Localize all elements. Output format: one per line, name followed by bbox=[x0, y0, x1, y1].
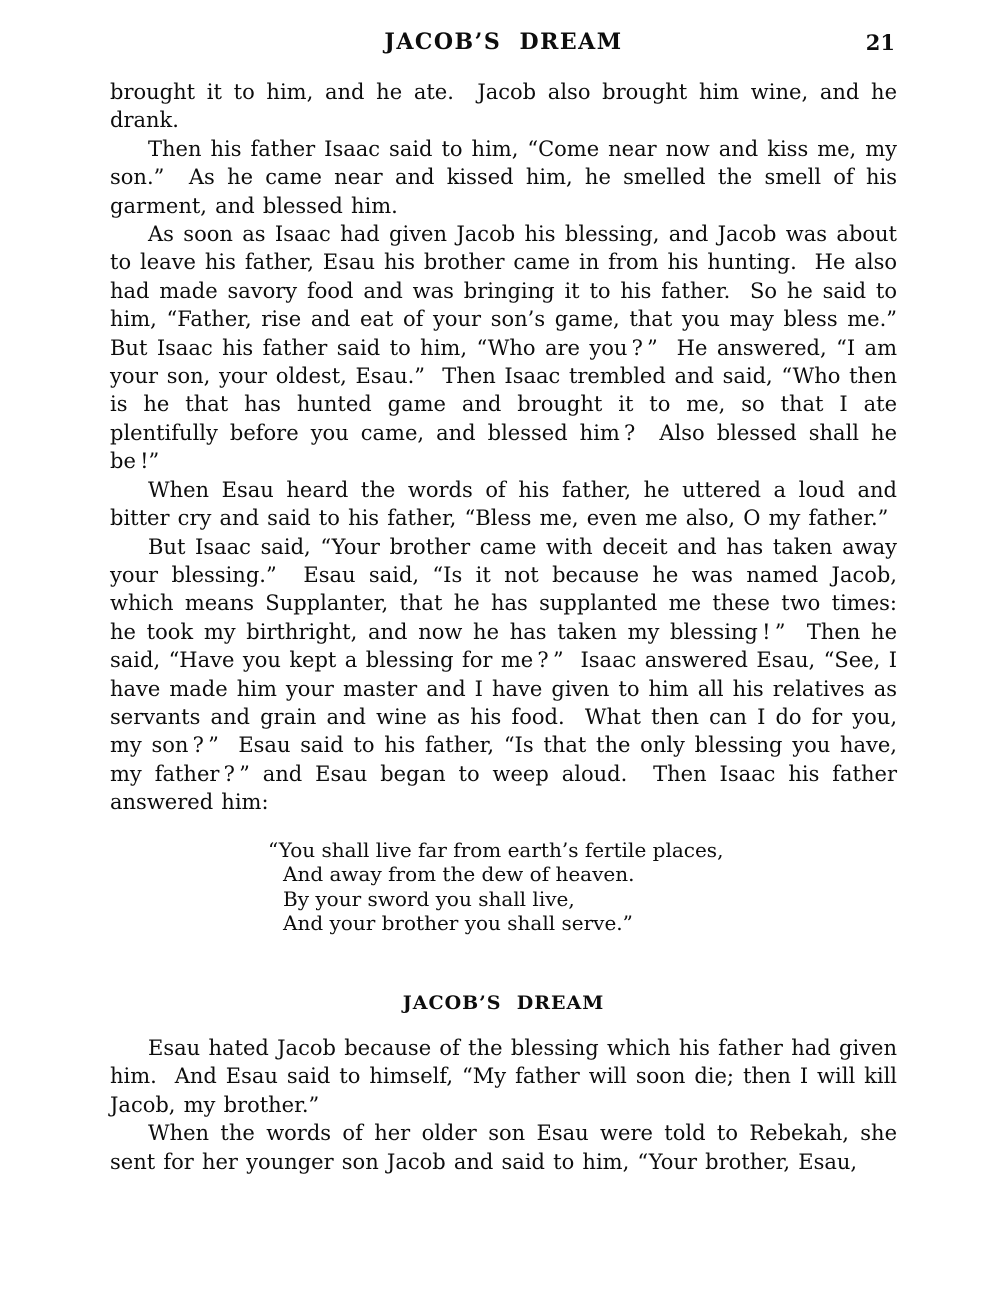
paragraph: Then his father Isaac said to him, “Come near now and kiss me, my son.” As he came near and kissed him, he smelled the smell of his garment, and blessed him. bbox=[110, 136, 906, 218]
paragraph-continuation: brought it to him, and he ate. Jacob also brought him wine, and he drank. bbox=[110, 80, 906, 133]
page-body bbox=[110, 78, 914, 1176]
poem-line: By your sword you shall live, bbox=[283, 886, 575, 911]
page-number: 21 bbox=[865, 30, 895, 55]
poem-block bbox=[268, 838, 897, 936]
paragraph: Esau hated Jacob because of the blessing which his father had given him. And Esau said to himself, “My father will soon die; then I will kill Jacob, my brother.” bbox=[110, 1035, 906, 1117]
page-header bbox=[110, 29, 897, 55]
poem-line: And your brother you shall serve.” bbox=[283, 911, 633, 936]
running-head-title: JACOB’S DREAM bbox=[384, 29, 623, 55]
paragraph: When the words of her older son Esau were told to Rebekah, she sent for her younger son Jacob and said to him, “Your brother, Esau, bbox=[110, 1121, 906, 1174]
paragraph: As soon as Isaac had given Jacob his blessing, and Jacob was about to leave his father, Esau his brother came in from his hunting. He also had made savory food and was bringing it to his father. So he said to him, “Father, rise and eat of your son’s game, that you may bless me.” But Isaac his father said to him, “Who are you ? ” He answered, “I am your son, your oldest, Esau.” Then Isaac trembled and said, “Who then is he that has hunted game and brought it to me, so that I ate plentifully before you came, and blessed him ? Also blessed shall he be !” bbox=[110, 222, 914, 474]
poem-line: And away from the dew of heaven. bbox=[283, 862, 635, 887]
paragraph: But Isaac said, “Your brother came with deceit and has taken away your blessing.” Esau said, “Is it not because he was named Jacob, which means Supplanter, that he has supplanted me these two times: he took my birthright, and now he has taken my blessing ! ” Then he said, “Have you kept a blessing for me ? ” Isaac answered Esau, “See, I have made him your master and I have given to him all his relatives as servants and grain and wine as his food. What then can I do for you, my son ? ” Esau said to his father, “Is that the only blessing you have, my father ? ” and Esau began to weep aloud. Then Isaac his father answered him: bbox=[110, 534, 906, 815]
paragraph: When Esau heard the words of his father, he uttered a loud and bitter cry and said to his father, “Bless me, even me also, O my father.” bbox=[110, 477, 906, 531]
poem-line: “You shall live far from earth’s fertile places, bbox=[268, 837, 724, 862]
section-heading: JACOB’S DREAM bbox=[402, 991, 605, 1014]
